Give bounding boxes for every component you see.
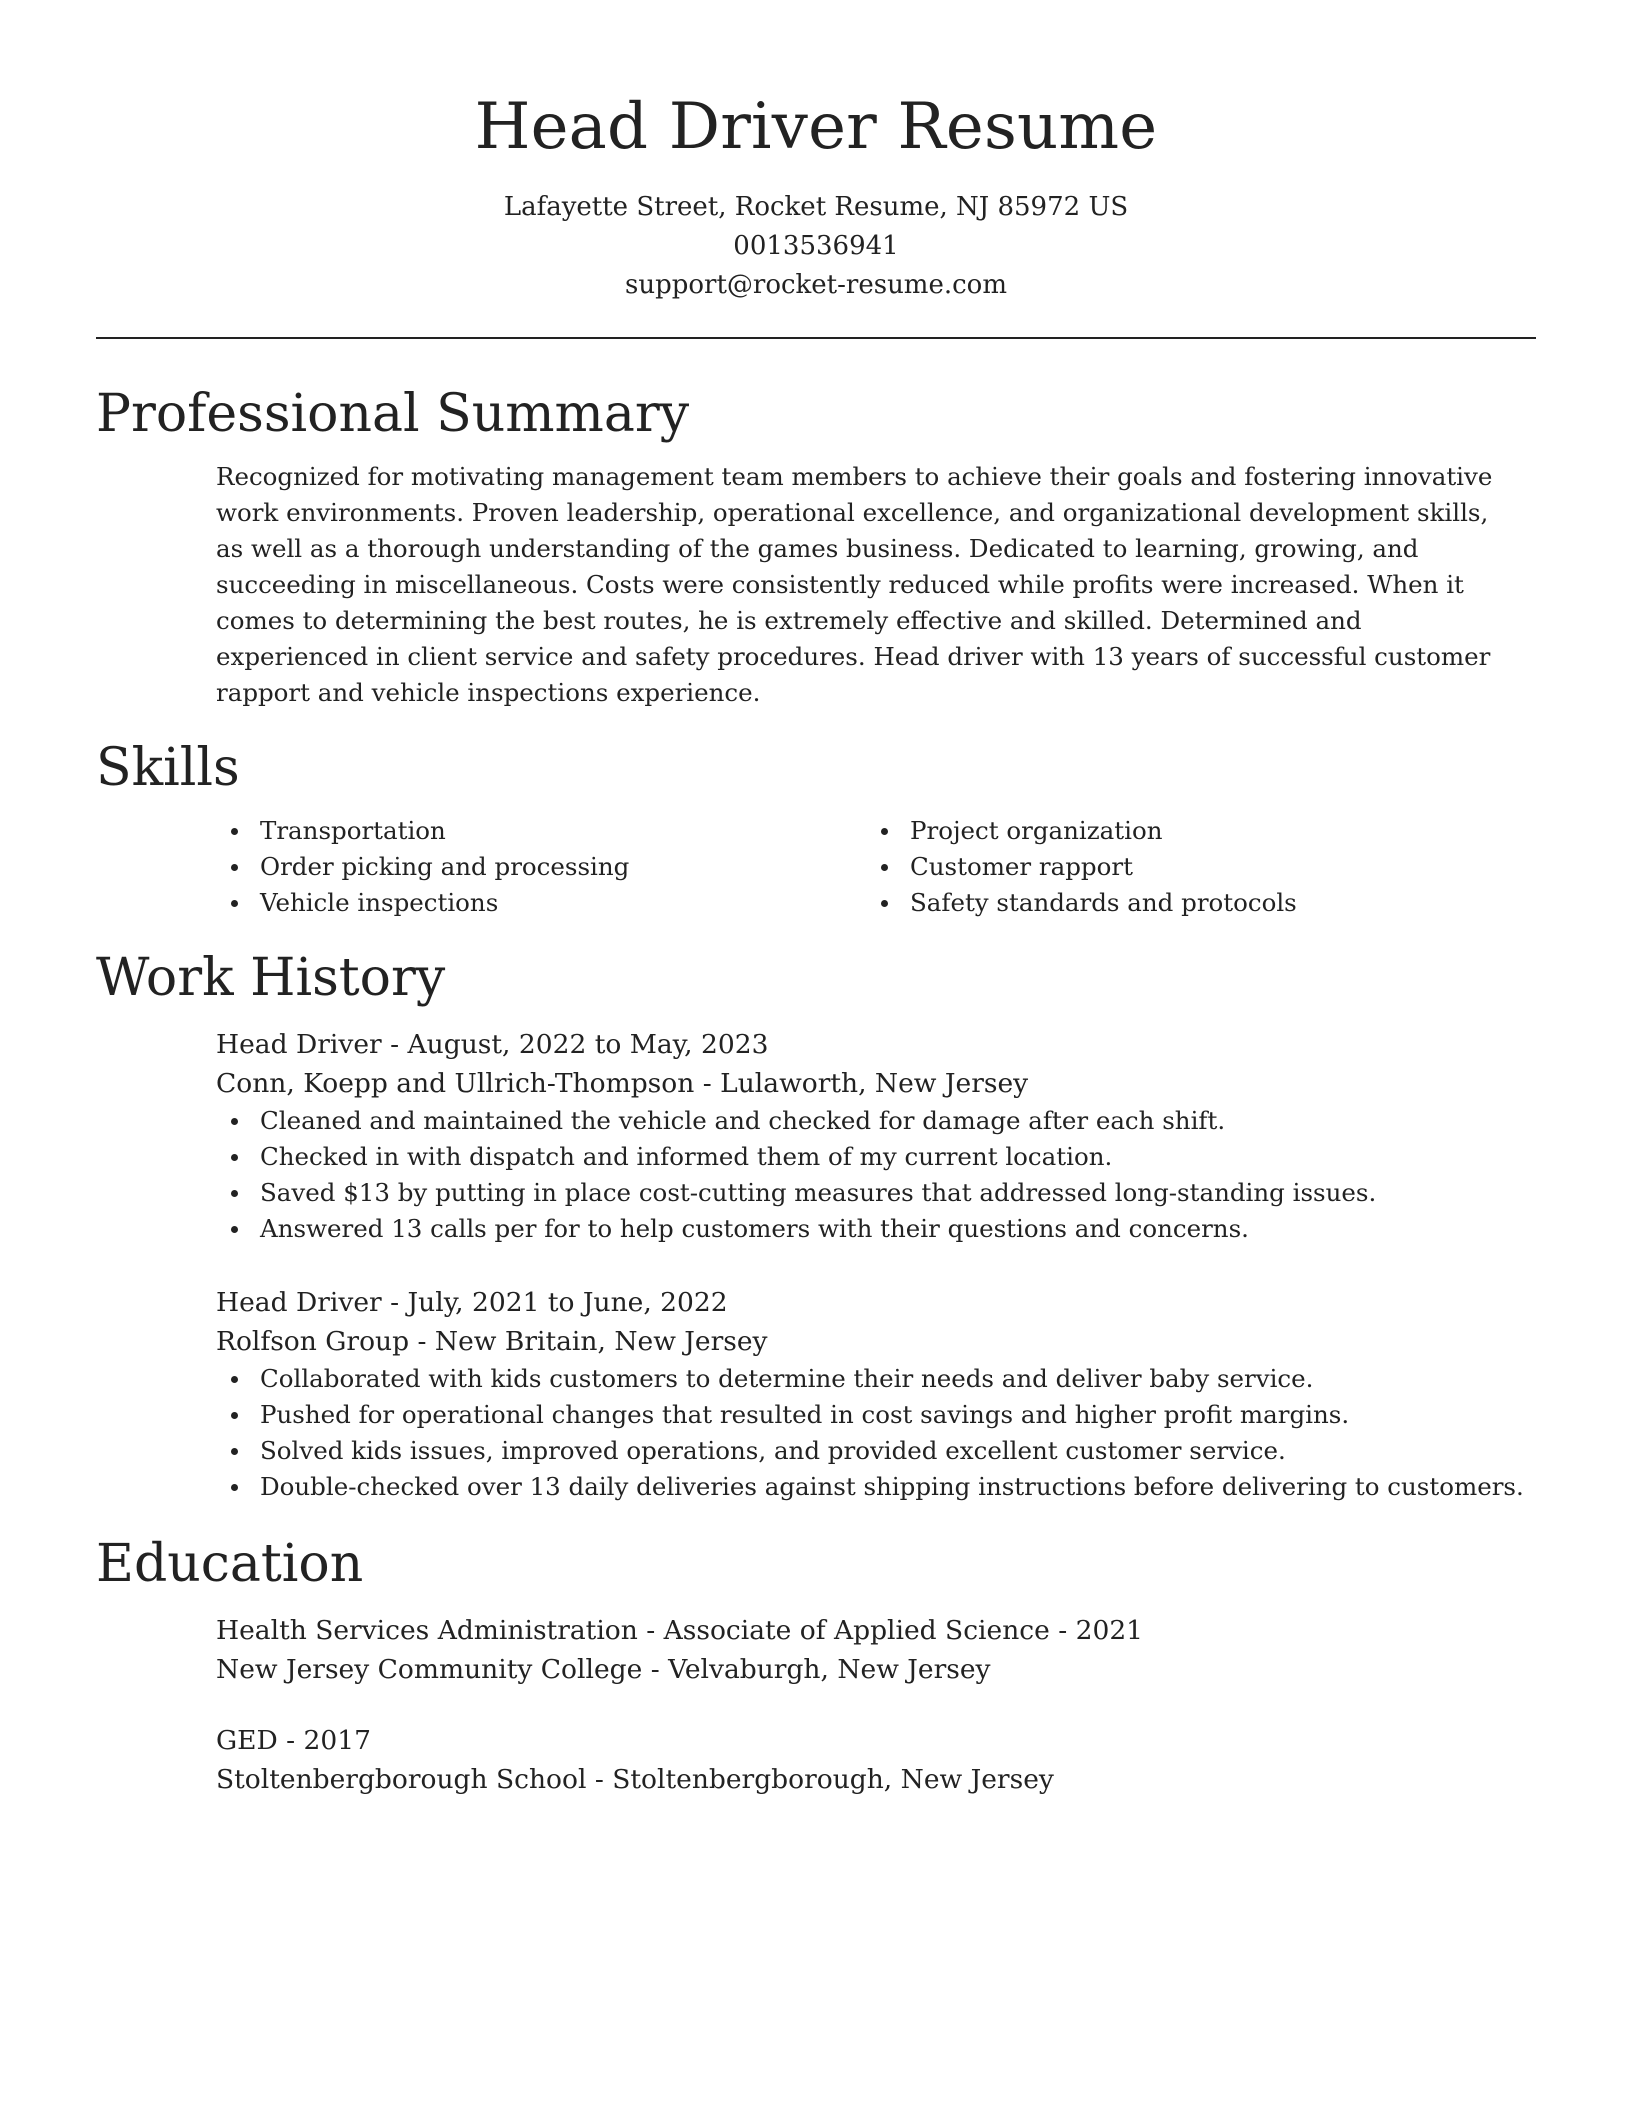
contact-phone: 0013536941 — [733, 231, 899, 261]
job-role: Head Driver — [216, 1029, 382, 1060]
job-bullet: Cleaned and maintained the vehicle and checked for damage after each shift. — [260, 1103, 1536, 1139]
education-entry — [216, 1611, 1536, 1689]
contact-email: support@rocket-resume.com — [624, 270, 1007, 300]
education-school: Stoltenbergborough School — [216, 1764, 587, 1795]
education-school: New Jersey Community College — [216, 1654, 643, 1685]
skill-item: Safety standards and protocols — [910, 885, 1516, 921]
header-divider — [96, 337, 1536, 339]
contact-block — [96, 188, 1536, 305]
section-title-work-history: Work History — [96, 948, 446, 1008]
skills-list — [216, 813, 1536, 921]
summary-text: Recognized for motivating management team members to achieve their goals and fostering innovative work environments. Proven leadership, operational excellence, and organizational development skills, as well as a thorough understanding of the games business. Dedicated to learning, growing, and succeeding in miscellaneous. Costs were consistently reduced while profits were increased. When it comes to determining the best routes, he is extremely effective and skilled. Determined and experienced in client service and safety procedures. Head driver with 13 years of successful customer rapport and vehicle inspections experience. — [216, 462, 1493, 707]
section-title-education: Education — [96, 1534, 364, 1594]
job-bullet: Collaborated with kids customers to determine their needs and deliver baby service. — [260, 1361, 1536, 1397]
education-school-line: New Jersey Community College - Velvaburgh, New Jersey — [216, 1654, 991, 1685]
job-bullet: Pushed for operational changes that resulted in cost savings and higher profit margins. — [260, 1397, 1536, 1433]
section-title-summary: Professional Summary — [96, 384, 690, 444]
job-title-line: Head Driver - July, 2021 to June, 2022 — [216, 1287, 728, 1318]
job-bullet: Checked in with dispatch and informed them of my current location. — [260, 1139, 1536, 1175]
section-title-skills: Skills — [96, 738, 240, 798]
job-bullet: Answered 13 calls per for to help customers with their questions and concerns. — [260, 1211, 1536, 1247]
job-bullets — [216, 1103, 1536, 1247]
skill-item: Transportation — [260, 813, 866, 849]
education-school-line: Stoltenbergborough School - Stoltenbergborough, New Jersey — [216, 1764, 1054, 1795]
contact-address: Lafayette Street, Rocket Resume, NJ 85972 US — [503, 192, 1129, 222]
job-location: Lulaworth, New Jersey — [720, 1068, 1029, 1099]
skills-column-left — [216, 813, 866, 921]
education-entry — [216, 1721, 1536, 1799]
job-company: Rolfson Group — [216, 1326, 410, 1357]
job-company-line: Rolfson Group - New Britain, New Jersey — [216, 1326, 768, 1357]
education-degree-line: Health Services Administration - Associate of Applied Science - 2021 — [216, 1615, 1144, 1646]
resume-header — [96, 0, 1536, 305]
job-bullet: Solved kids issues, improved operations, and provided excellent customer service. — [260, 1433, 1536, 1469]
education-degree-line: GED - 2017 — [216, 1725, 372, 1756]
skill-item: Customer rapport — [910, 849, 1516, 885]
job-dates: July, 2021 to June, 2022 — [407, 1287, 728, 1318]
skill-item: Vehicle inspections — [260, 885, 866, 921]
job-title-line: Head Driver - August, 2022 to May, 2023 — [216, 1029, 769, 1060]
job-bullets — [216, 1361, 1536, 1505]
resume-title: Head Driver Resume — [474, 90, 1158, 164]
education-location: Velvaburgh, New Jersey — [668, 1654, 991, 1685]
job-company: Conn, Koepp and Ullrich-Thompson — [216, 1068, 695, 1099]
skill-item: Order picking and processing — [260, 849, 866, 885]
job-entry — [216, 1283, 1536, 1505]
education-location: Stoltenbergborough, New Jersey — [612, 1764, 1054, 1795]
job-role: Head Driver — [216, 1287, 382, 1318]
job-company-line: Conn, Koepp and Ullrich-Thompson - Lulaworth, New Jersey — [216, 1068, 1029, 1099]
skills-column-right — [866, 813, 1516, 921]
skill-item: Project organization — [910, 813, 1516, 849]
job-location: New Britain, New Jersey — [434, 1326, 768, 1357]
job-dates: August, 2022 to May, 2023 — [407, 1029, 769, 1060]
job-bullet: Double-checked over 13 daily deliveries against shipping instructions before delivering to customers. — [260, 1469, 1536, 1505]
job-bullet: Saved $13 by putting in place cost-cutting measures that addressed long-standing issues. — [260, 1175, 1536, 1211]
job-entry — [216, 1025, 1536, 1247]
